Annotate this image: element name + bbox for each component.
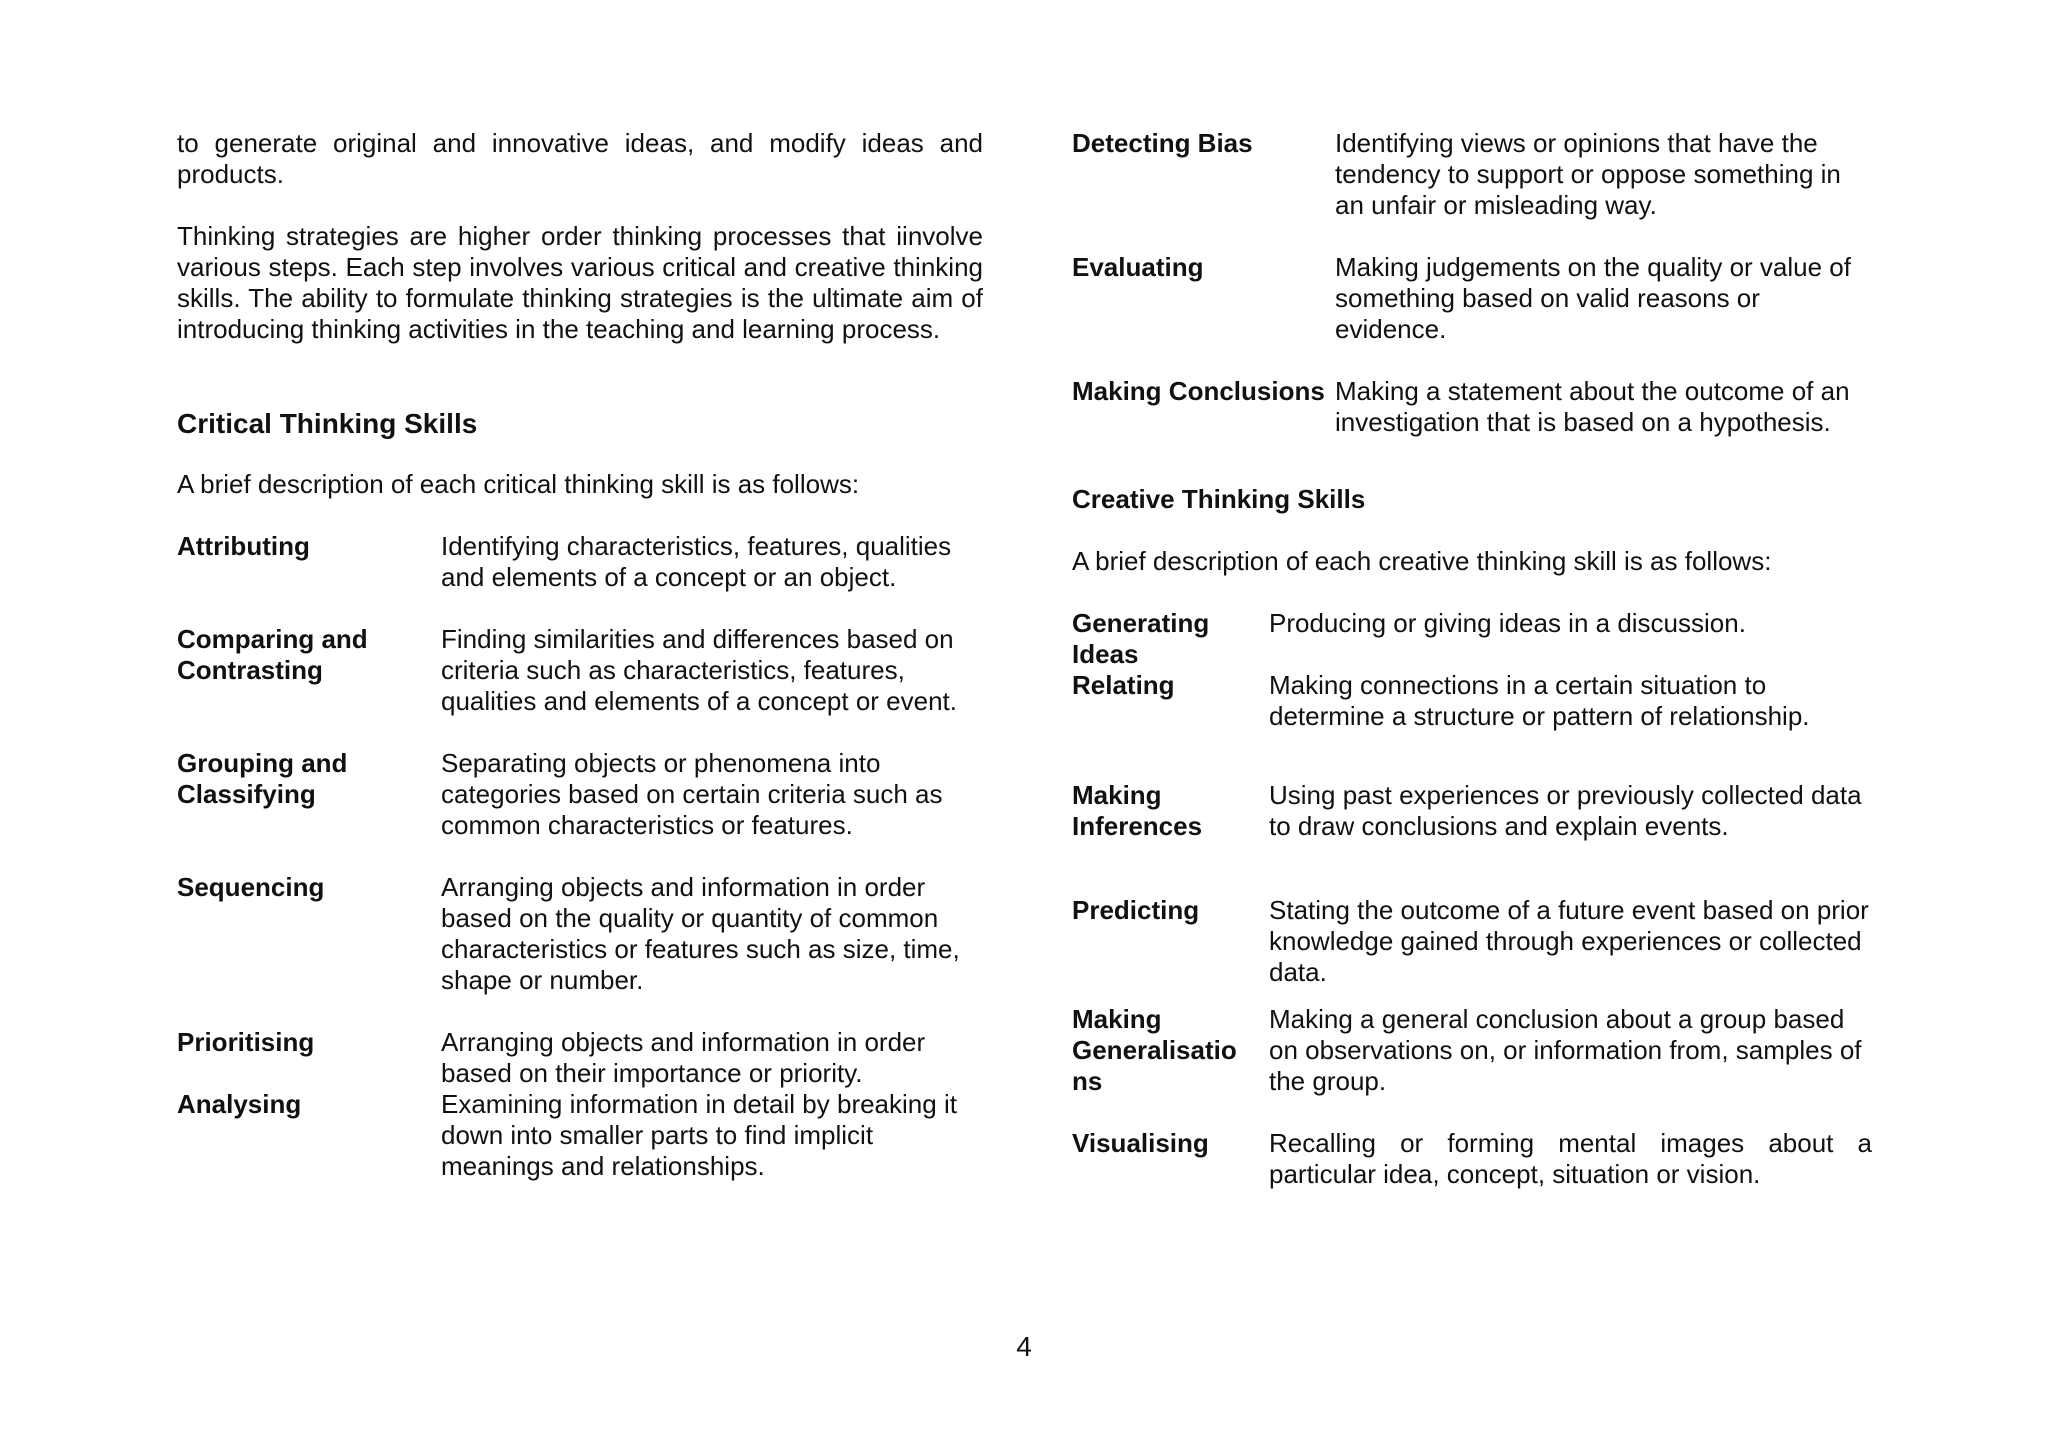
- skill-term: Predicting: [1072, 895, 1200, 925]
- skill-description: Arranging objects and information in order based on their importance or priority.: [441, 1027, 926, 1088]
- skill-term: Relating: [1072, 670, 1175, 700]
- thinking-strategies-paragraph: Thinking strategies are higher order thinking processes that iinvolve various steps. Each step involves various critical and creative thinking skills. The ability to formulate thinking strategies is the ultimate aim of introducing thinking activities in the teaching and learning process.: [177, 221, 983, 344]
- skill-entry-generating-ideas: [1072, 608, 1872, 670]
- skill-term: Sequencing: [177, 872, 325, 902]
- skill-entry-analysing: [177, 1089, 983, 1182]
- creative-skills-list: [1072, 608, 1872, 1190]
- skill-description: Identifying characteristics, features, qualities and elements of a concept or an object.: [441, 531, 952, 592]
- skill-term: Comparing and Contrasting: [177, 624, 368, 685]
- left-column: [177, 128, 983, 1213]
- skill-term: Generating Ideas: [1072, 608, 1210, 669]
- skill-term: Making Inferences: [1072, 780, 1203, 841]
- skill-entry-sequencing: [177, 872, 983, 996]
- skill-term: Detecting Bias: [1072, 128, 1253, 158]
- skill-term: Attributing: [177, 531, 310, 561]
- skill-entry-predicting: [1072, 895, 1872, 988]
- skill-entry-making-conclusions: [1072, 376, 1872, 438]
- skill-entry-visualising: [1072, 1128, 1872, 1190]
- skill-entry-comparing-and-contrasting: [177, 624, 983, 717]
- skill-term: Prioritising: [177, 1027, 315, 1057]
- skill-entry-evaluating: [1072, 252, 1872, 345]
- skill-description: Finding similarities and differences based on criteria such as characteristics, features, qualities and elements of a concept or event.: [441, 624, 957, 716]
- skill-description: Separating objects or phenomena into categories based on certain criteria such as common characteristics or features.: [441, 748, 943, 840]
- critical-thinking-intro: A brief description of each critical thinking skill is as follows:: [177, 469, 860, 499]
- skill-entry-grouping-and-classifying: [177, 748, 983, 841]
- skill-description: Arranging objects and information in order based on the quality or quantity of common characteristics or features such as size, time, shape or number.: [441, 872, 960, 995]
- creative-thinking-heading: Creative Thinking Skills: [1072, 484, 1366, 514]
- skill-description: Producing or giving ideas in a discussion.: [1269, 608, 1746, 638]
- skill-entry-relating: [1072, 670, 1872, 732]
- skill-description: Examining information in detail by breaking it down into smaller parts to find implicit meanings and relationships.: [441, 1089, 957, 1181]
- page-number: 4: [1016, 1331, 1032, 1362]
- critical-thinking-heading: Critical Thinking Skills: [177, 408, 478, 439]
- skill-description: Making a statement about the outcome of an investigation that is based on a hypothesis.: [1335, 376, 1850, 437]
- skill-term: Evaluating: [1072, 252, 1204, 282]
- skill-description: Making a general conclusion about a group based on observations on, or information from, samples of the group.: [1269, 1004, 1862, 1096]
- creative-thinking-intro: A brief description of each creative thinking skill is as follows:: [1072, 546, 1772, 576]
- skill-description: Stating the outcome of a future event based on prior knowledge gained through experiences or collected data.: [1269, 895, 1869, 987]
- skill-entry-prioritising: [177, 1027, 983, 1089]
- skill-entry-making-inferences: [1072, 780, 1872, 842]
- skill-description: Making connections in a certain situation to determine a structure or pattern of relationship.: [1269, 670, 1810, 731]
- skill-term: Grouping and Classifying: [177, 748, 348, 809]
- intro-paragraph-continuation: to generate original and innovative ideas, and modify ideas and products.: [177, 128, 983, 189]
- skill-description: Using past experiences or previously collected data to draw conclusions and explain events.: [1269, 780, 1862, 841]
- critical-skills-continued: [1072, 128, 1872, 438]
- skill-term: Making Generalisatio ns: [1072, 1004, 1237, 1096]
- skill-entry-attributing: [177, 531, 983, 593]
- right-column: [1072, 128, 1872, 1221]
- skill-entry-detecting-bias: [1072, 128, 1872, 221]
- skill-description: Making judgements on the quality or value of something based on valid reasons or evidence.: [1335, 252, 1851, 344]
- skill-description: Recalling or forming mental images about a particular idea, concept, situation or vision.: [1269, 1128, 1872, 1189]
- skill-term: Analysing: [177, 1089, 302, 1119]
- skill-term: Making Conclusions: [1072, 376, 1325, 406]
- skill-term: Visualising: [1072, 1128, 1209, 1158]
- skill-entry-making-generalisations: [1072, 1004, 1872, 1097]
- skill-description: Identifying views or opinions that have the tendency to support or oppose something in an unfair or misleading way.: [1335, 128, 1841, 220]
